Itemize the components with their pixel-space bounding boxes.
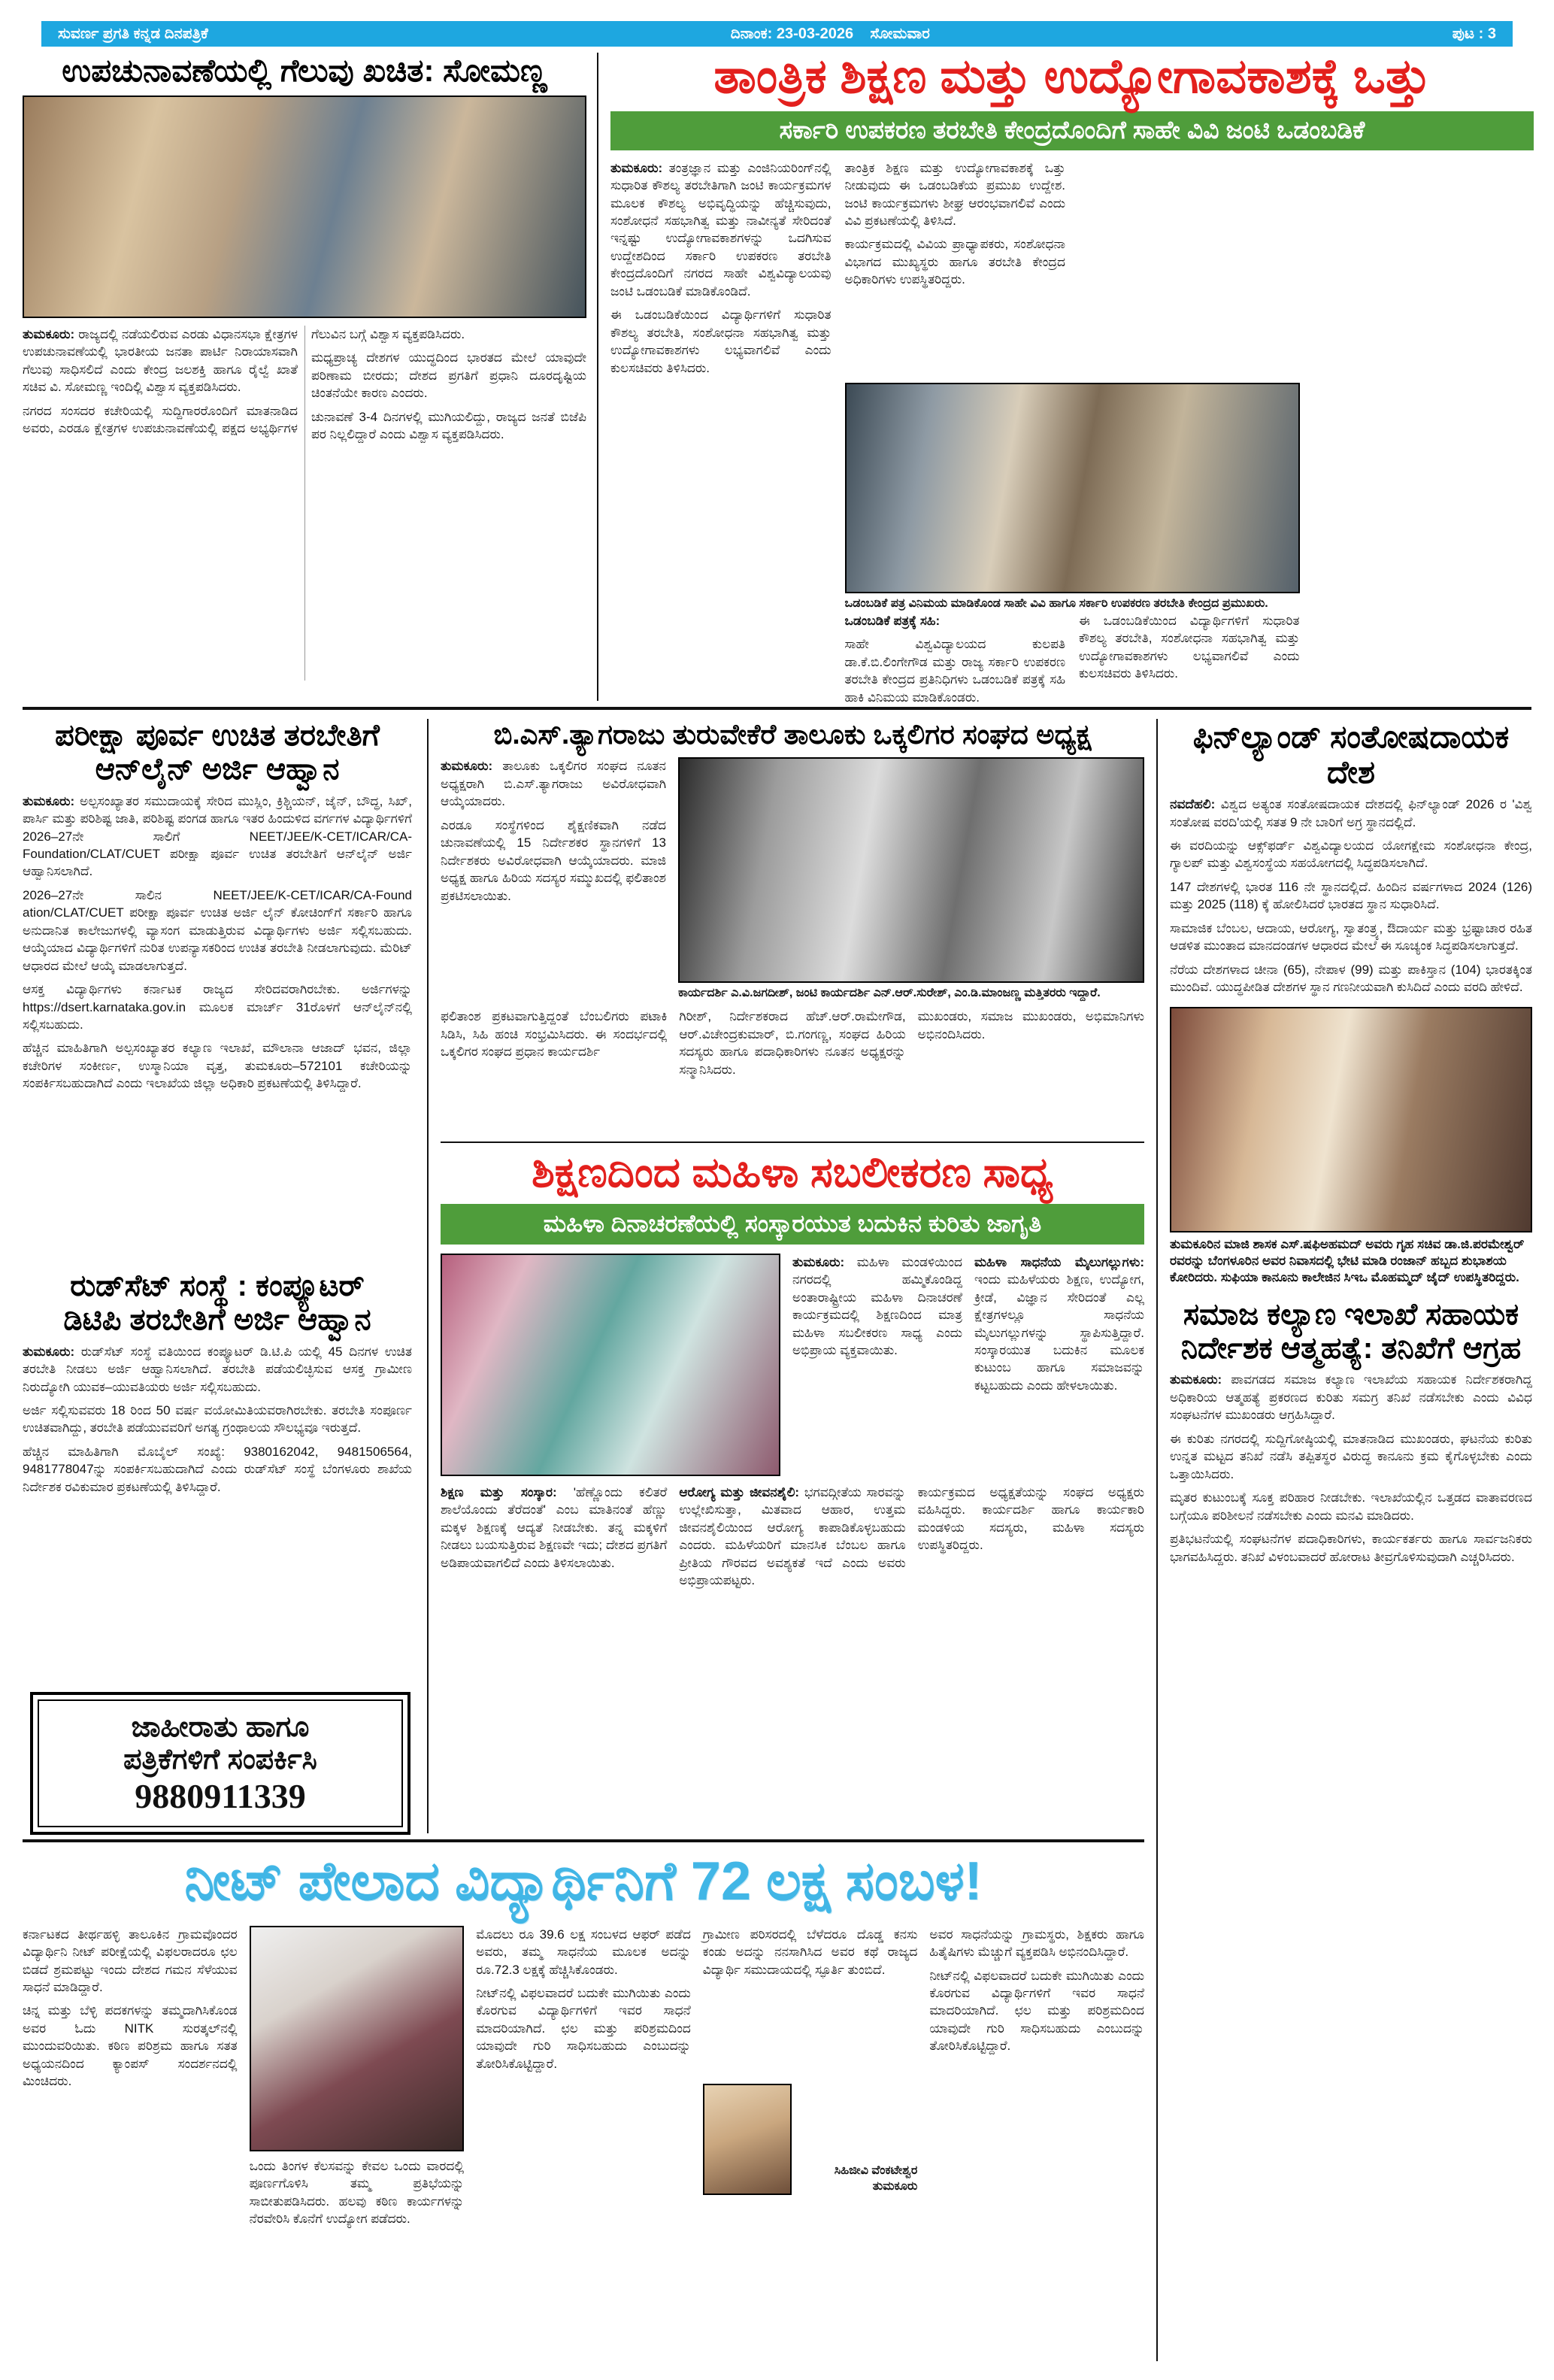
byline-name: ಸಿಹಿಜೀವಿ ವೆಂಕಟೇಶ್ವರ — [834, 2164, 918, 2178]
article-neet — [23, 1851, 1144, 2233]
pariksha-body: ತುಮಕೂರು: ಅಲ್ಪಸಂಖ್ಯಾತರ ಸಮುದಾಯಕ್ಕೆ ಸೇರಿದ ಮುಸ್ಲಿಂ, ಕ್ರಿಶ್ಚಿಯನ್, ಜೈನ್, ಬೌದ್ಧ, ಸಿಖ್, ಪಾರ್ಸಿ ಮತ್ತು ಪರಿಶಿಷ್ಟ ಜಾತಿ, ಪರಿಶಿಷ್ಟ ಪಂಗಡ ಹಾಗೂ ಇತರ ಹಿಂದುಳಿದ ವರ್ಗಗಳ ವಿದ್ಯಾರ್ಥಿಗಳಿಗೆ 2026–27ನೇ ಸಾಲಿಗೆ NEET/JEE/K-CET/ICAR/CA-Foundation/CLAT/CUET ಪರೀಕ್ಷಾ ಪೂರ್ವ ಉಚಿತ ತರಬೇತಿಗೆ ಆನ್‌ಲೈನ್ ಅರ್ಜಿ ಆಹ್ವಾನಿಸಲಾಗಿದೆ. 2026–27ನೇ ಸಾಲಿನ NEET/JEE/K-CET/ICAR/CA-Found ation/CLAT/CUET ಪರೀಕ್ಷಾ ಪೂರ್ವ ಉಚಿತ ಅರ್ಜಿ ಲೈನ್ ಕೋಚಿಂಗ್‌ಗೆ ಸರ್ಕಾರಿ ಹಾಗೂ ಅನುದಾನಿತ ಕಾಲೇಜುಗಳಲ್ಲಿ ವ್ಯಾಸಂಗ ಮಾಡುತ್ತಿರುವ ವಿದ್ಯಾರ್ಥಿಗಳು ಅರ್ಜಿ ಸಲ್ಲಿಸಬಹುದು. ಆಯ್ಕೆಯಾದ ವಿದ್ಯಾರ್ಥಿಗಳಿಗೆ ನುರಿತ ಉಪನ್ಯಾಸಕರಿಂದ ಉಚಿತ ತರಬೇತಿ ನೀಡಲಾಗುವುದು. ಮೆರಿಟ್ ಆಧಾರದ ಮೇಲೆ ಆಯ್ಕೆ ಮಾಡಲಾಗುತ್ತದೆ. ಆಸಕ್ತ ವಿದ್ಯಾರ್ಥಿಗಳು ಕರ್ನಾಟಕ ರಾಜ್ಯದ ಸೇರಿದವರಾಗಿರಬೇಕು. ಅರ್ಜಿಗಳನ್ನು https://dsert.karnataka.gov.in ಮೂಲಕ ಮಾರ್ಚ್ 31ರೊಳಗೆ ಆನ್‌ಲೈನ್‌ನಲ್ಲಿ ಸಲ್ಲಿಸಬಹುದು. ಹೆಚ್ಚಿನ ಮಾಹಿತಿಗಾಗಿ ಅಲ್ಪಸಂಖ್ಯಾತರ ಕಲ್ಯಾಣ ಇಲಾಖೆ, ಮೌಲಾನಾ ಆಜಾದ್ ಭವನ, ಜಿಲ್ಲಾ ಕಚೇರಿಗಳ ಸಂಕೀರ್ಣ, ಉಸ್ಮಾನಿಯಾ ವೃತ್ತ, ತುಮಕೂರು–572101 ಕಚೇರಿಯನ್ನು ಸಂಪರ್ಕಿಸಬಹುದಾಗಿದೆ ಎಂದು ಇಲಾಖೆಯ ಜಿಲ್ಲಾ ಅಧಿಕಾರಿ ಪ್ರಕಟಣೆಯಲ್ಲಿ ತಿಳಿಸಿದ್ದಾರೆ. — [23, 793, 412, 1091]
byline-photo — [703, 2084, 792, 2195]
divider-top — [597, 53, 598, 701]
sahe-headline: ತಾಂತ್ರಿಕ ಶಿಕ್ಷಣ ಮತ್ತು ಉದ್ಯೋಗಾವಕಾಶಕ್ಕೆ ಒತ್ತು — [713, 49, 1431, 103]
samaja-headline-2: ನಿರ್ದೇಶಕ ಆತ್ಮಹತ್ಯೆ: ತನಿಖೆಗೆ ಆಗ್ರಹ — [1180, 1331, 1522, 1365]
samaja-dateline: ತುಮಕೂರು: — [1170, 1372, 1222, 1387]
sahe-body: ತುಮಕೂರು: ತಂತ್ರಜ್ಞಾನ ಮತ್ತು ಎಂಜಿನಿಯರಿಂಗ್‌ನಲ್ಲಿ ಸುಧಾರಿತ ಕೌಶಲ್ಯ ತರಬೇತಿಗಾಗಿ ಜಂಟಿ ಕಾರ್ಯಕ್ರಮಗಳ ಮೂಲಕ ಕೌಶಲ್ಯ ಅಭಿವೃದ್ಧಿಯನ್ನು ಹೆಚ್ಚಿಸುವುದು, ಸಂಶೋಧನೆ ಸಹಭಾಗಿತ್ವ ಮತ್ತು ನಾವೀನ್ಯತೆ ಸೇರಿದಂತೆ ಇನ್ನಷ್ಟು ಉದ್ಯೋಗಾವಕಾಶಗಳನ್ನು ಒದಗಿಸುವ ಉದ್ದೇಶದಿಂದ ಸರ್ಕಾರಿ ಉಪಕರಣ ತರಬೇತಿ ಕೇಂದ್ರದೊಂದಿಗೆ ನಗರದ ಸಾಹೇ ವಿಶ್ವವಿದ್ಯಾಲಯವು ಜಂಟಿ ಒಡಂಬಡಿಕೆ ಮಾಡಿಕೊಂಡಿದೆ. ಈ ಒಡಂಬಡಿಕೆಯಿಂದ ವಿದ್ಯಾರ್ಥಿಗಳಿಗೆ ಸುಧಾರಿತ ಕೌಶಲ್ಯ ತರಬೇತಿ, ಸಂಶೋಧನಾ ಸಹಭಾಗಿತ್ವ ಮತ್ತು ಉದ್ಯೋಗಾವಕಾಶಗಳು ಲಭ್ಯವಾಗಲಿವೆ ಎಂದು ಕುಲಸಚಿವರು ತಿಳಿಸಿದರು. ಒಡಂಬಡಿಕೆ ಪತ್ರ ವಿನಿಮಯ ಮಾಡಿಕೊಂಡ ಸಾಹೇ ವಿವಿ ಹಾಗೂ ಸರ್ಕಾರಿ ಉಪಕರಣ ತರಬೇತಿ ಕೇಂದ್ರದ ಪ್ರಮುಖರು. ತಾಂತ್ರಿಕ ಶಿಕ್ಷಣ ಮತ್ತು ಉದ್ಯೋಗಾವಕಾಶಕ್ಕೆ ಒತ್ತು ನೀಡುವುದು ಈ ಒಡಂಬಡಿಕೆಯ ಪ್ರಮುಖ ಉದ್ದೇಶ. ಜಂಟಿ ಕಾರ್ಯಕ್ರಮಗಳು ಶೀಘ್ರ ಆರಂಭವಾಗಲಿವೆ ಎಂದು ವಿವಿ ಪ್ರಕಟಣೆಯಲ್ಲಿ ತಿಳಿಸಿದೆ. ಕಾರ್ಯಕ್ರಮದಲ್ಲಿ ವಿವಿಯ ಪ್ರಾಧ್ಯಾಪಕರು, ಸಂಶೋಧನಾ ವಿಭಾಗದ ಮುಖ್ಯಸ್ಥರು ಹಾಗೂ ತರಬೇತಿ ಕೇಂದ್ರದ ಅಧಿಕಾರಿಗಳು ಉಪಸ್ಥಿತರಿದ್ದರು. ಒಡಂಬಡಿಕೆ ಪತ್ರಕ್ಕೆ ಸಹಿ: ಸಾಹೇ ವಿಶ್ವವಿದ್ಯಾಲಯದ ಕುಲಪತಿ ಡಾ.ಕೆ.ಬಿ.ಲಿಂಗೇಗೌಡ ಮತ್ತು ರಾಜ್ಯ ಸರ್ಕಾರಿ ಉಪಕರಣ ತರಬೇತಿ ಕೇಂದ್ರದ ಪ್ರತಿನಿಧಿಗಳು ಒಡಂಬಡಿಕೆ ಪತ್ರಕ್ಕೆ ಸಹಿ ಹಾಕಿ ವಿನಿಮಯ ಮಾಡಿಕೊಂಡರು. ಈ ಒಡಂಬಡಿಕೆಯಿಂದ ವಿದ್ಯಾರ್ಥಿಗಳಿಗೆ ಸುಧಾರಿತ ಕೌಶಲ್ಯ ತರಬೇತಿ, ಸಂಶೋಧನಾ ಸಹಭಾಗಿತ್ವ ಮತ್ತು ಉದ್ಯೋಗಾವಕಾಶಗಳು ಲಭ್ಯವಾಗಲಿವೆ ಎಂದು ಕುಲಸಚಿವರು ತಿಳಿಸಿದರು. — [610, 160, 1300, 705]
byline-place: ತುಮಕೂರು — [872, 2180, 918, 2194]
sahe-crosshead: ಒಡಂಬಡಿಕೆ ಪತ್ರಕ್ಕೆ ಸಹಿ: — [844, 613, 941, 628]
shikshana-subhead: ಮಹಿಳಾ ದಿನಾಚರಣೆಯಲ್ಲಿ ಸಂಸ್ಕಾರಯುತ ಬದುಕಿನ ಕುರಿತು ಜಾಗೃತಿ — [441, 1204, 1144, 1245]
sahe-photo — [845, 383, 1300, 593]
ad-line1: ಜಾಹೀರಾತು ಹಾಗೂ — [131, 1711, 310, 1743]
finland-headline: ಫಿನ್‌ಲ್ಯಾಂಡ್ ಸಂತೋಷದಾಯಕ ದೇಶ — [1192, 719, 1510, 790]
finland-body: ನವದೆಹಲಿ: ವಿಶ್ವದ ಅತ್ಯಂತ ಸಂತೋಷದಾಯಕ ದೇಶದಲ್ಲಿ ಫಿನ್‌ಲ್ಯಾಂಡ್ 2026 ರ 'ವಿಶ್ವ ಸಂತೋಷ ವರದಿ'ಯಲ್ಲಿ ಸತತ 9 ನೇ ಬಾರಿಗೆ ಅಗ್ರ ಸ್ಥಾನದಲ್ಲಿದೆ. ಈ ವರದಿಯನ್ನು ಆಕ್ಸ್‌ಫರ್ಡ್ ವಿಶ್ವವಿದ್ಯಾಲಯದ ಯೋಗಕ್ಷೇಮ ಸಂಶೋಧನಾ ಕೇಂದ್ರ, ಗ್ಯಾಲಪ್ ಮತ್ತು ವಿಶ್ವಸಂಸ್ಥೆಯ ಸಹಯೋಗದಲ್ಲಿ ಸಿದ್ಧಪಡಿಸಲಾಗಿದೆ. 147 ದೇಶಗಳಲ್ಲಿ ಭಾರತ 116 ನೇ ಸ್ಥಾನದಲ್ಲಿದೆ. ಹಿಂದಿನ ವರ್ಷಗಳಾದ 2024 (126) ಮತ್ತು 2025 (118) ಕ್ಕೆ ಹೋಲಿಸಿದರೆ ಭಾರತದ ಸ್ಥಾನ ಸುಧಾರಿಸಿದೆ. ಸಾಮಾಜಿಕ ಬೆಂಬಲ, ಆದಾಯ, ಆರೋಗ್ಯ, ಸ್ವಾತಂತ್ರ್ಯ, ಔದಾರ್ಯ ಮತ್ತು ಭ್ರಷ್ಟಾಚಾರ ರಹಿತ ಆಡಳಿತ ಮುಂತಾದ ಮಾನದಂಡಗಳ ಆಧಾರದ ಮೇಲೆ ಈ ಸೂಚ್ಯಂಕ ಸಿದ್ಧಪಡಿಸಲಾಗುತ್ತದೆ. ನೆರೆಯ ದೇಶಗಳಾದ ಚೀನಾ (65), ನೇಪಾಳ (99) ಮತ್ತು ಪಾಕಿಸ್ತಾನ (104) ಭಾರತಕ್ಕಿಂತ ಮುಂದಿವೆ. ಯುದ್ಧಪೀಡಿತ ದೇಶಗಳ ಸ್ಥಾನ ಗಣನೀಯವಾಗಿ ಕುಸಿದಿದೆ ಎಂದು ವರದಿ ಹೇಳಿದೆ. — [1170, 797, 1532, 995]
neet-body: ಕರ್ನಾಟಕದ ತೀರ್ಥಹಳ್ಳಿ ತಾಲೂಕಿನ ಗ್ರಾಮವೊಂದರ ವಿದ್ಯಾರ್ಥಿನಿ ನೀಟ್ ಪರೀಕ್ಷೆಯಲ್ಲಿ ವಿಫಲರಾದರೂ ಛಲ ಬಿಡದೆ ಶ್ರಮಪಟ್ಟು ಇಂದು ದೇಶದ ಗಮನ ಸೆಳೆಯುವ ಸಾಧನೆ ಮಾಡಿದ್ದಾರೆ. ಚಿನ್ನ ಮತ್ತು ಬೆಳ್ಳಿ ಪದಕಗಳನ್ನು ತಮ್ಮದಾಗಿಸಿಕೊಂಡ ಅವರ ಓದು NITK ಸುರತ್ಕಲ್‌ನಲ್ಲಿ ಮುಂದುವರಿಯಿತು. ಕಠಿಣ ಪರಿಶ್ರಮ ಹಾಗೂ ಸತತ ಅಧ್ಯಯನದಿಂದ ಕ್ಯಾಂಪಸ್ ಸಂದರ್ಶನದಲ್ಲಿ ಮಿಂಚಿದರು. ಒಂದು ತಿಂಗಳ ಕೆಲಸವನ್ನು ಕೇವಲ ಒಂದು ವಾರದಲ್ಲಿ ಪೂರ್ಣಗೊಳಿಸಿ ತಮ್ಮ ಪ್ರತಿಭೆಯನ್ನು ಸಾಬೀತುಪಡಿಸಿದರು. ಹಲವು ಕಠಿಣ ಕಾರ್ಯಗಳನ್ನು ನೆರವೇರಿಸಿ ಕೊನೆಗೆ ಉದ್ಯೋಗ ಪಡೆದರು. ಮೊದಲು ರೂ 39.6 ಲಕ್ಷ ಸಂಬಳದ ಆಫರ್ ಪಡೆದ ಅವರು, ತಮ್ಮ ಸಾಧನೆಯ ಮೂಲಕ ಅದನ್ನು ರೂ.72.3 ಲಕ್ಷಕ್ಕೆ ಹೆಚ್ಚಿಸಿಕೊಂಡರು. ನೀಟ್‌ನಲ್ಲಿ ವಿಫಲವಾದರೆ ಬದುಕೇ ಮುಗಿಯಿತು ಎಂದು ಕೊರಗುವ ವಿದ್ಯಾರ್ಥಿಗಳಿಗೆ ಇವರ ಸಾಧನೆ ಮಾದರಿಯಾಗಿದೆ. ಛಲ ಮತ್ತು ಪರಿಶ್ರಮದಿಂದ ಯಾವುದೇ ಗುರಿ ಸಾಧಿಸಬಹುದು ಎಂಬುದನ್ನು ತೋರಿಸಿಕೊಟ್ಟಿದ್ದಾರೆ. ಗ್ರಾಮೀಣ ಪರಿಸರದಲ್ಲಿ ಬೆಳೆದರೂ ದೊಡ್ಡ ಕನಸು ಕಂಡು ಅದನ್ನು ನನಸಾಗಿಸಿದ ಅವರ ಕಥೆ ರಾಜ್ಯದ ವಿದ್ಯಾರ್ಥಿ ಸಮುದಾಯದಲ್ಲಿ ಸ್ಫೂರ್ತಿ ತುಂಬಿದೆ. ಸಿಹಿಜೀವಿ ವೆಂಕಟೇಶ್ವರ ತುಮಕೂರು ಅವರ ಸಾಧನೆಯನ್ನು ಗ್ರಾಮಸ್ಥರು, ಶಿಕ್ಷಕರು ಹಾಗೂ ಹಿತೈಷಿಗಳು ಮೆಚ್ಚುಗೆ ವ್ಯಕ್ತಪಡಿಸಿ ಅಭಿನಂದಿಸಿದ್ದಾರೆ. ನೀಟ್‌ನಲ್ಲಿ ವಿಫಲವಾದರೆ ಬದುಕೇ ಮುಗಿಯಿತು ಎಂದು ಕೊರಗುವ ವಿದ್ಯಾರ್ಥಿಗಳಿಗೆ ಇವರ ಸಾಧನೆ ಮಾದರಿಯಾಗಿದೆ. ಛಲ ಮತ್ತು ಪರಿಶ್ರಮದಿಂದ ಯಾವುದೇ ಗುರಿ ಸಾಧಿಸಬಹುದು ಎಂಬುದನ್ನು ತೋರಿಸಿಕೊಟ್ಟಿದ್ದಾರೆ. — [23, 1927, 1144, 2226]
rudset-headline-2: ಡಿಟಿಪಿ ತರಬೇತಿಗೆ ಅರ್ಜಿ ಆಹ್ವಾನ — [63, 1302, 371, 1336]
masthead — [41, 21, 1513, 47]
pariksha-headline-2: ಆನ್‌ಲೈನ್ ಅರ್ಜಿ ಆಹ್ವಾನ — [95, 752, 340, 786]
thyagaraju-dateline: ತುಮಕೂರು: — [441, 759, 493, 774]
neet-headline: ನೀಟ್ ಪೇಲಾದ ವಿದ್ಯಾರ್ಥಿನಿಗೆ 72 ಲಕ್ಷ ಸಂಬಳ! — [184, 1851, 983, 1912]
date-day — [731, 26, 930, 43]
sahe-dateline: ತುಮಕೂರು: — [610, 160, 663, 175]
pariksha-headline-1: ಪರೀಕ್ಷಾ ಪೂರ್ವ ಉಚಿತ ತರಬೇತಿಗೆ — [55, 719, 380, 752]
shikshana-headline: ಶಿಕ್ಷಣದಿಂದ ಮಹಿಳಾ ಸಬಲೀಕರಣ ಸಾಧ್ಯ — [532, 1148, 1053, 1196]
ad-box — [30, 1692, 410, 1835]
shikshana-dateline: ತುಮಕೂರು: — [792, 1254, 845, 1269]
sahe-photo-caption: ಒಡಂಬಡಿಕೆ ಪತ್ರ ವಿನಿಮಯ ಮಾಡಿಕೊಂಡ ಸಾಹೇ ವಿವಿ ಹಾಗೂ ಸರ್ಕಾರಿ ಉಪಕರಣ ತರಬೇತಿ ಕೇಂದ್ರದ ಪ್ರಮುಖರು. — [844, 597, 1268, 611]
finland-dateline: ನವದೆಹಲಿ: — [1170, 797, 1216, 812]
thyagaraju-photo — [678, 757, 1144, 983]
samaja-headline-1: ಸಮಾಜ ಕಲ್ಯಾಣ ಇಲಾಖೆ ಸಹಾಯಕ — [1183, 1297, 1519, 1331]
article-sahe — [610, 50, 1534, 712]
date-label: ದಿನಾಂಕ: 23-03-2026 — [730, 25, 854, 42]
rudset-dateline: ತುಮಕೂರು: — [23, 1344, 75, 1359]
ad-phone: 9880911339 — [135, 1776, 306, 1815]
rudset-body: ತುಮಕೂರು: ರುಡ್‌ಸೆಟ್ ಸಂಸ್ಥೆ ವತಿಯಿಂದ ಕಂಪ್ಯೂಟರ್ ಡಿ.ಟಿ.ಪಿ ಯಲ್ಲಿ 45 ದಿನಗಳ ಉಚಿತ ತರಬೇತಿ ನೀಡಲು ಅರ್ಜಿ ಆಹ್ವಾನಿಸಲಾಗಿದೆ. ತರಬೇತಿ ಪಡೆಯಲಿಚ್ಛಿಸುವ ಆಸಕ್ತ ಗ್ರಾಮೀಣ ನಿರುದ್ಯೋಗಿ ಯುವಕ–ಯುವತಿಯರು ಅರ್ಜಿ ಸಲ್ಲಿಸಬಹುದು. ಅರ್ಜಿ ಸಲ್ಲಿಸುವವರು 18 ರಿಂದ 50 ವರ್ಷ ವಯೋಮಿತಿಯವರಾಗಿರಬೇಕು. ತರಬೇತಿ ಸಂಪೂರ್ಣ ಉಚಿತವಾಗಿದ್ದು, ತರಬೇತಿ ಪಡೆಯುವವರಿಗೆ ಅಗತ್ಯ ಗ್ರಂಥಾಲಯ ಸೌಲಭ್ಯವೂ ಇರುತ್ತದೆ. ಹೆಚ್ಚಿನ ಮಾಹಿತಿಗಾಗಿ ಮೊಬೈಲ್ ಸಂಖ್ಯೆ: 9380162042, 9481506564, 9481778047ನ್ನು ಸಂಪರ್ಕಿಸಬಹುದಾಗಿದೆ ಎಂದು ರುಡ್‌ಸೆಟ್ ಸಂಸ್ಥೆ ಬೆಂಗಳೂರು ಶಾಖೆಯ ನಿರ್ದೇಶಕ ರವಿಕುಮಾರ ಪ್ರಕಟಣೆಯಲ್ಲಿ ತಿಳಿಸಿದ್ದಾರೆ. — [23, 1344, 412, 1494]
pariksha-dateline: ತುಮಕೂರು: — [23, 793, 75, 808]
shikshana-crosshead-1: ಮಹಿಳಾ ಸಾಧನೆಯ ಮೈಲುಗಲ್ಲುಗಳು: — [974, 1254, 1144, 1269]
ad-line2: ಪತ್ರಿಕೆಗಳಿಗೆ ಸಂಪರ್ಕಿಸಿ — [123, 1743, 317, 1775]
article-rudset — [23, 1269, 412, 1502]
shikshana-crosshead-2: ಶಿಕ್ಷಣ ಮತ್ತು ಸಂಸ್ಕಾರ: — [441, 1484, 557, 1499]
rudset-headline-1: ರುಡ್‌ಸೆಟ್ ಸಂಸ್ಥೆ : ಕಂಪ್ಯೂಟರ್ — [70, 1269, 365, 1302]
neet-student-photo — [250, 1926, 465, 2151]
shafi-photo-caption: ತುಮಕೂರಿನ ಮಾಜಿ ಶಾಸಕ ಎಸ್.ಷಫಿಅಹಮದ್ ಅವರು ಗೃಹ ಸಚಿವ ಡಾ.ಜಿ.ಪರಮೇಶ್ವರ್ ರವರನ್ನು ಬೆಂಗಳೂರಿನ ಅವರ ನಿವಾಸದಲ್ಲಿ ಭೇಟಿ ಮಾಡಿ ರಂಜಾನ್ ಹಬ್ಬದ ಶುಭಾಶಯ ಕೋರಿದರು. ಸುಫಿಯಾ ಕಾನೂನು ಕಾಲೇಜಿನ ಸಿಇಒ ಮೊಹಮ್ಮದ್ ಜೈದ್ ಉಪಸ್ಥಿತರಿದ್ದರು. — [1170, 1236, 1525, 1284]
shikshana-crosshead-3: ಆರೋಗ್ಯ ಮತ್ತು ಜೀವನಶೈಲಿ: — [679, 1484, 800, 1499]
thyagaraju-photo-caption: ಕಾರ್ಯದರ್ಶಿ ಎ.ವಿ.ಜಗದೀಶ್, ಜಂಟಿ ಕಾರ್ಯದರ್ಶಿ ಎನ್.ಆರ್.ಸುರೇಶ್, ಎಂ.ಡಿ.ಮಾಂಜಣ್ಣ ಮತ್ತಿತರರು ಇದ್ದಾರೆ. — [678, 987, 1101, 1000]
byline-block — [703, 2084, 918, 2195]
article-finland — [1170, 719, 1532, 1572]
samaja-body: ತುಮಕೂರು: ಪಾವಗಡದ ಸಮಾಜ ಕಲ್ಯಾಣ ಇಲಾಖೆಯ ಸಹಾಯಕ ನಿರ್ದೇಶಕರಾಗಿದ್ದ ಅಧಿಕಾರಿಯ ಆತ್ಮಹತ್ಯೆ ಪ್ರಕರಣದ ಕುರಿತು ಸಮಗ್ರ ತನಿಖೆ ನಡೆಸಬೇಕು ಎಂದು ವಿವಿಧ ಸಂಘಟನೆಗಳ ಮುಖಂಡರು ಆಗ್ರಹಿಸಿದ್ದಾರೆ. ಈ ಕುರಿತು ನಗರದಲ್ಲಿ ಸುದ್ದಿಗೋಷ್ಠಿಯಲ್ಲಿ ಮಾತನಾಡಿದ ಮುಖಂಡರು, ಘಟನೆಯ ಕುರಿತು ಉನ್ನತ ಮಟ್ಟದ ತನಿಖೆ ನಡೆಸಿ ತಪ್ಪಿತಸ್ಥರ ವಿರುದ್ಧ ಕಾನೂನು ಕ್ರಮ ಕೈಗೊಳ್ಳಬೇಕು ಎಂದು ಒತ್ತಾಯಿಸಿದರು. ಮೃತರ ಕುಟುಂಬಕ್ಕೆ ಸೂಕ್ತ ಪರಿಹಾರ ನೀಡಬೇಕು. ಇಲಾಖೆಯಲ್ಲಿನ ಒತ್ತಡದ ವಾತಾವರಣದ ಬಗ್ಗೆಯೂ ಪರಿಶೀಲನೆ ನಡೆಸಬೇಕು ಎಂದು ಮನವಿ ಮಾಡಿದರು. ಪ್ರತಿಭಟನೆಯಲ್ಲಿ ಸಂಘಟನೆಗಳ ಪದಾಧಿಕಾರಿಗಳು, ಕಾರ್ಯಕರ್ತರು ಹಾಗೂ ಸಾರ್ವಜನಿಕರು ಭಾಗವಹಿಸಿದ್ದರು. ತನಿಖೆ ವಿಳಂಬವಾದರೆ ಹೋರಾಟ ತೀವ್ರಗೊಳಿಸುವುದಾಗಿ ಎಚ್ಚರಿಸಿದರು. — [1170, 1372, 1532, 1564]
article-shikshana: ಶಿಕ್ಷಣದಿಂದ ಮಹಿಳಾ ಸಬಲೀಕರಣ ಸಾಧ್ಯ ಮಹಿಳಾ ದಿನಾಚರಣೆಯಲ್ಲಿ ಸಂಸ್ಕಾರಯುತ ಬದುಕಿನ ಕುರಿತು ಜಾಗೃತಿ ತುಮಕೂರು: ಮಹಿಳಾ ಮಂಡಳಿಯಿಂದ ನಗರದಲ್ಲಿ ಹಮ್ಮಿಕೊಂಡಿದ್ದ ಅಂತಾರಾಷ್ಟ್ರೀಯ ಮಹಿಳಾ ದಿನಾಚರಣೆ ಕಾರ್ಯಕ್ರಮದಲ್ಲಿ ಶಿಕ್ಷಣದಿಂದ ಮಾತ್ರ ಮಹಿಳಾ ಸಬಲೀಕರಣ ಸಾಧ್ಯ ಎಂದು ಅಭಿಪ್ರಾಯ ವ್ಯಕ್ತವಾಯಿತು. ಮಹಿಳಾ ಸಾಧನೆಯ ಮೈಲುಗಲ್ಲುಗಳು: ಇಂದು ಮಹಿಳೆಯರು ಶಿಕ್ಷಣ, ಉದ್ಯೋಗ, ಕ್ರೀಡೆ, ವಿಜ್ಞಾನ ಸೇರಿದಂತೆ ಎಲ್ಲ ಕ್ಷೇತ್ರಗಳಲ್ಲೂ ಸಾಧನೆಯ ಮೈಲುಗಲ್ಲುಗಳನ್ನು ಸ್ಥಾಪಿಸುತ್ತಿದ್ದಾರೆ. ಸಂಸ್ಕಾರಯುತ ಬದುಕಿನ ಮೂಲಕ ಕುಟುಂಬ ಹಾಗೂ ಸಮಾಜವನ್ನು ಕಟ್ಟಬಹುದು ಎಂದು ಹೇಳಲಾಯಿತು. ಶಿಕ್ಷಣ ಮತ್ತು ಸಂಸ್ಕಾರ: 'ಹೆಣ್ಣೊಂದು ಕಲಿತರೆ ಶಾಲೆಯೊಂದು ತೆರೆದಂತೆ' ಎಂಬ ಮಾತಿನಂತೆ ಹೆಣ್ಣು ಮಕ್ಕಳ ಶಿಕ್ಷಣಕ್ಕೆ ಆದ್ಯತೆ ನೀಡಬೇಕು. ತನ್ನ ಮಕ್ಕಳಿಗೆ ನೀಡಲು ಬಯಸುತ್ತಿರುವ ಶಿಕ್ಷಣವೇ ಇದು; ದೇಶದ ಪ್ರಗತಿಗೆ ಅಡಿಪಾಯವಾಗಲಿದೆ ಎಂದು ತಿಳಿಸಲಾಯಿತು. ಆರೋಗ್ಯ ಮತ್ತು ಜೀವನಶೈಲಿ: ಭಗವದ್ಗೀತೆಯ ಸಾರವನ್ನು ಉಲ್ಲೇಖಿಸುತ್ತಾ, ಮಿತವಾದ ಆಹಾರ, ಉತ್ತಮ ಜೀವನಶೈಲಿಯಿಂದ ಆರೋಗ್ಯ ಕಾಪಾಡಿಕೊಳ್ಳಬಹುದು ಎಂದರು. ಮಹಿಳೆಯರಿಗೆ ಮಾನಸಿಕ ಬೆಂಬಲ ಹಾಗೂ ಪ್ರೀತಿಯ ಗೌರವದ ಅವಶ್ಯಕತೆ ಇದೆ ಎಂದು ಅವರು ಅಭಿಪ್ರಾಯಪಟ್ಟರು. ಕಾರ್ಯಕ್ರಮದ ಅಧ್ಯಕ್ಷತೆಯನ್ನು ಸಂಘದ ಅಧ್ಯಕ್ಷರು ವಹಿಸಿದ್ದರು. ಕಾರ್ಯದರ್ಶಿ ಹಾಗೂ ಕಾರ್ಯಕಾರಿ ಮಂಡಳಿಯ ಸದಸ್ಯರು, ಮಹಿಳಾ ಸದಸ್ಯರು ಉಪಸ್ಥಿತರಿದ್ದರು. — [441, 1148, 1144, 1587]
paper-title: ಸುವರ್ಣ ಪ್ರಗತಿ ಕನ್ನಡ ದಿನಪತ್ರಿಕೆ — [58, 25, 208, 42]
rule-bottom — [23, 1839, 1144, 1842]
rule-row1 — [23, 707, 1531, 710]
article-samaja — [1170, 1298, 1532, 1566]
somanna-body: ತುಮಕೂರು: ರಾಜ್ಯದಲ್ಲಿ ನಡೆಯಲಿರುವ ಎರಡು ವಿಧಾನಸಭಾ ಕ್ಷೇತ್ರಗಳ ಉಪಚುನಾವಣೆಯಲ್ಲಿ ಭಾರತೀಯ ಜನತಾ ಪಾರ್ಟಿ ನಿರಾಯಾಸವಾಗಿ ಗೆಲುವು ಸಾಧಿಸಲಿದೆ ಎಂದು ಕೇಂದ್ರ ಜಲಶಕ್ತಿ ಹಾಗೂ ರೈಲ್ವೆ ಖಾತೆ ಸಚಿವ ವಿ. ಸೋಮಣ್ಣ ಇಂದಿಲ್ಲಿ ವಿಶ್ವಾಸ ವ್ಯಕ್ತಪಡಿಸಿದರು. ನಗರದ ಸಂಸದರ ಕಚೇರಿಯಲ್ಲಿ ಸುದ್ದಿಗಾರರೊಂದಿಗೆ ಮಾತನಾಡಿದ ಅವರು, ಎರಡೂ ಕ್ಷೇತ್ರಗಳ ಉಪಚುನಾವಣೆಯಲ್ಲಿ ಪಕ್ಷದ ಅಭ್ಯರ್ಥಿಗಳ ಗೆಲುವಿನ ಬಗ್ಗೆ ವಿಶ್ವಾಸ ವ್ಯಕ್ತಪಡಿಸಿದರು. ಮಧ್ಯಪ್ರಾಚ್ಯ ದೇಶಗಳ ಯುದ್ಧದಿಂದ ಭಾರತದ ಮೇಲೆ ಯಾವುದೇ ಪರಿಣಾಮ ಬೀರದು; ದೇಶದ ಪ್ರಗತಿಗೆ ಪ್ರಧಾನಿ ದೂರದೃಷ್ಟಿಯ ಚಿಂತನೆಯೇ ಕಾರಣ ಎಂದರು. ಚುನಾವಣೆ 3-4 ದಿನಗಳಲ್ಲಿ ಮುಗಿಯಲಿದ್ದು, ರಾಜ್ಯದ ಜನತೆ ಬಿಜೆಪಿ ಪರ ನಿಲ್ಲಲಿದ್ದಾರೆ ಎಂದು ವಿಶ್ವಾಸ ವ್ಯಕ್ತಪಡಿಸಿದರು. — [23, 327, 586, 442]
page-number: ಪುಟ : 3 — [1452, 25, 1496, 42]
article-thyagaraju: ಬಿ.ಎಸ್.ತ್ಯಾಗರಾಜು ತುರುವೇಕೆರೆ ತಾಲೂಕು ಒಕ್ಕಲಿಗರ ಸಂಘದ ಅಧ್ಯಕ್ಷ ತುಮಕೂರು: ತಾಲೂಕು ಒಕ್ಕಲಿಗರ ಸಂಘದ ನೂತನ ಅಧ್ಯಕ್ಷರಾಗಿ ಬಿ.ಎಸ್.ತ್ಯಾಗರಾಜು ಅವಿರೋಧವಾಗಿ ಆಯ್ಕೆಯಾದರು. ಎರಡೂ ಸಂಸ್ಥೆಗಳಿಂದ ಶೈಕ್ಷಣಿಕವಾಗಿ ನಡೆದ ಚುನಾವಣೆಯಲ್ಲಿ 15 ನಿರ್ದೇಶಕರ ಸ್ಥಾನಗಳಿಗೆ 13 ನಿರ್ದೇಶಕರು ಅವಿರೋಧವಾಗಿ ಆಯ್ಕೆಯಾದರು. ಮಾಜಿ ಅಧ್ಯಕ್ಷ ಹಾಗೂ ಹಿರಿಯ ಸದಸ್ಯರ ಸಮ್ಮುಖದಲ್ಲಿ ಫಲಿತಾಂಶ ಪ್ರಕಟಿಸಲಾಯಿತು. ಕಾರ್ಯದರ್ಶಿ ಎ.ವಿ.ಜಗದೀಶ್, ಜಂಟಿ ಕಾರ್ಯದರ್ಶಿ ಎನ್.ಆರ್.ಸುರೇಶ್, ಎಂ.ಡಿ.ಮಾಂಜಣ್ಣ ಮತ್ತಿತರರು ಇದ್ದಾರೆ. ಫಲಿತಾಂಶ ಪ್ರಕಟವಾಗುತ್ತಿದ್ದಂತೆ ಬೆಂಬಲಿಗರು ಪಟಾಕಿ ಸಿಡಿಸಿ, ಸಿಹಿ ಹಂಚಿ ಸಂಭ್ರಮಿಸಿದರು. ಈ ಸಂದರ್ಭದಲ್ಲಿ ಒಕ್ಕಲಿಗರ ಸಂಘದ ಪ್ರಧಾನ ಕಾರ್ಯದರ್ಶಿ ಗಿರೀಶ್, ನಿರ್ದೇಶಕರಾದ ಹೆಚ್.ಆರ್.ರಾಮೇಗೌಡ, ಆರ್.ವಿಚೇಂದ್ರಕುಮಾರ್, ಬಿ.ಗಂಗಣ್ಣ, ಸಂಘದ ಹಿರಿಯ ಸದಸ್ಯರು ಹಾಗೂ ಪದಾಧಿಕಾರಿಗಳು ನೂತನ ಅಧ್ಯಕ್ಷರನ್ನು ಸನ್ಮಾನಿಸಿದರು. ಮುಖಂಡರು, ಸಮಾಜ ಮುಖಂಡರು, ಅಭಿಮಾನಿಗಳು ಅಭಿನಂದಿಸಿದರು. — [441, 719, 1144, 1077]
somanna-photo — [23, 96, 586, 318]
article-pariksha — [23, 719, 412, 1099]
rule-center — [441, 1141, 1144, 1143]
sahe-subhead: ಸರ್ಕಾರಿ ಉಪಕರಣ ತರಬೇತಿ ಕೇಂದ್ರದೊಂದಿಗೆ ಸಾಹೇ ವಿವಿ ಜಂಟಿ ಒಡಂಬಡಿಕೆ — [610, 111, 1534, 150]
divider-left-col — [427, 719, 429, 1833]
shikshana-photo — [441, 1254, 780, 1476]
thyagaraju-headline: ಬಿ.ಎಸ್.ತ್ಯಾಗರಾಜು ತುರುವೇಕೆರೆ ತಾಲೂಕು ಒಕ್ಕಲಿಗರ ಸಂಘದ ಅಧ್ಯಕ್ಷ — [493, 719, 1092, 750]
somanna-dateline: ತುಮಕೂರು: — [23, 327, 75, 342]
article-somanna — [23, 53, 586, 681]
shafi-photo — [1170, 1007, 1532, 1232]
day-label: ಸೋಮವಾರ — [870, 25, 930, 42]
divider-right-col — [1156, 719, 1158, 2361]
somanna-headline: ಉಪಚುನಾವಣೆಯಲ್ಲಿ ಗೆಲುವು ಖಚಿತ: ಸೋಮಣ್ಣ — [62, 53, 547, 88]
